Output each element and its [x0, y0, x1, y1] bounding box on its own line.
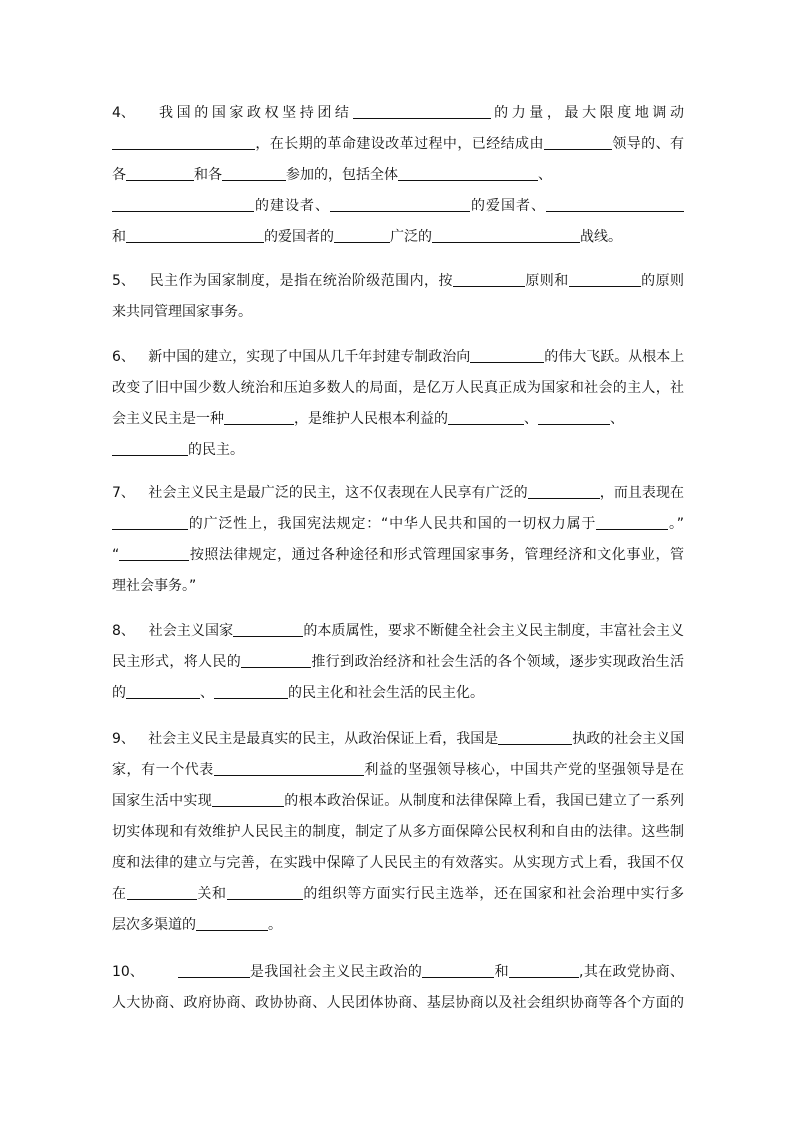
q9-text: 的根本政治保证。从制度和法律保障上看，我国已建立了一系列 — [284, 793, 684, 809]
answer-blank[interactable] — [178, 959, 250, 978]
q8-text: 的 — [112, 685, 126, 701]
answer-blank[interactable] — [127, 881, 197, 900]
q4-line-4 — [112, 191, 684, 222]
answer-blank[interactable] — [241, 649, 311, 668]
question-number: 9、 — [112, 731, 135, 747]
q6-line-4 — [112, 435, 684, 466]
q7-line-2 — [112, 509, 684, 540]
q6-text: 的民主。 — [188, 442, 244, 458]
answer-blank[interactable] — [119, 542, 189, 561]
q4-text: 、 — [538, 167, 552, 183]
q5-text: 民主作为国家制度，是指在统治阶级范围内，按 — [149, 273, 453, 289]
q6-line-1 — [112, 342, 684, 373]
q7-text: “ — [112, 547, 120, 563]
answer-blank[interactable] — [233, 618, 303, 637]
q9-text: 家，有一个代表 — [112, 762, 214, 778]
q8-text: 推行到政治经济和社会生活的各个领域，逐步实现政治生活 — [311, 654, 685, 670]
answer-blank[interactable] — [432, 224, 580, 243]
q9-text: 国家生活中实现 — [112, 793, 212, 809]
q4-text: 我国的国家政权坚持团结 — [159, 105, 353, 121]
q4-text: 和 — [112, 229, 126, 245]
question-10 — [112, 957, 684, 1019]
q4-text: 参加的，包括全体 — [286, 167, 398, 183]
question-number: 10、 — [112, 964, 144, 980]
q9-line-5 — [112, 848, 684, 879]
q9-text: 层次多渠道的 — [112, 917, 196, 933]
question-9 — [112, 724, 684, 941]
q9-text: 关和 — [196, 886, 227, 902]
q10-text: ,其在政党协商、 — [579, 964, 684, 980]
question-4 — [112, 98, 684, 253]
answer-blank[interactable] — [196, 912, 268, 931]
q4-line-1 — [112, 98, 684, 129]
q9-line-1 — [112, 724, 684, 755]
q10-line-2 — [112, 988, 684, 1019]
answer-blank[interactable] — [112, 511, 188, 530]
answer-blank[interactable] — [227, 881, 303, 900]
q9-text: 。 — [268, 917, 282, 933]
q10-text: 人大协商、政府协商、政协协商、人民团体协商、基层协商以及社会组织协商等各个方面的 — [112, 995, 684, 1011]
answer-blank[interactable] — [330, 193, 470, 212]
answer-blank[interactable] — [212, 788, 284, 807]
q7-line-1 — [112, 478, 684, 509]
q6-text: ，是维护人民根本利益的 — [294, 411, 448, 427]
q9-line-7 — [112, 910, 684, 941]
q7-line-4 — [112, 571, 684, 602]
q9-line-2 — [112, 755, 684, 786]
q9-line-6 — [112, 879, 684, 910]
question-5 — [112, 266, 684, 328]
q5-line-1 — [112, 266, 684, 297]
answer-blank[interactable] — [528, 480, 600, 499]
q7-text: 按照法律规定，通过各种途径和形式管理国家事务，管理经济和文化事业，管 — [189, 547, 684, 563]
q7-text: ，而且表现在 — [599, 485, 685, 501]
q5-text: 的原则 — [640, 273, 685, 289]
answer-blank[interactable] — [453, 268, 525, 287]
q6-text: 改变了旧中国少数人统治和压迫多数人的局面，是亿万人民真正成为国家和社会的主人，社 — [112, 380, 684, 396]
q4-text: 广泛的 — [390, 229, 432, 245]
q5-text: 来共同管理国家事务。 — [112, 304, 252, 320]
q6-text: 、 — [524, 411, 538, 427]
question-8 — [112, 616, 684, 709]
q6-line-2 — [112, 373, 684, 404]
answer-blank[interactable] — [509, 959, 579, 978]
q6-text: 的伟大飞跃。从根本上 — [544, 349, 685, 365]
q4-line-2 — [112, 129, 684, 160]
q4-text: 战线。 — [580, 229, 622, 245]
q8-text: 、 — [200, 685, 214, 701]
q4-line-5 — [112, 222, 684, 253]
q4-text: 的爱国者、 — [470, 198, 546, 214]
question-number: 5、 — [112, 273, 135, 289]
q4-text: 和各 — [194, 167, 222, 183]
answer-blank[interactable] — [126, 224, 264, 243]
q7-line-3 — [112, 540, 684, 571]
q4-text: 的建设者、 — [254, 198, 330, 214]
answer-blank[interactable] — [596, 511, 668, 530]
q6-text: 新中国的建立，实现了中国从几千年封建专制政治向 — [148, 349, 471, 365]
answer-blank[interactable] — [538, 406, 610, 425]
answer-blank[interactable] — [112, 131, 255, 150]
question-number: 8、 — [112, 623, 135, 639]
q4-text: 的爱国者的 — [264, 229, 334, 245]
q6-line-3 — [112, 404, 684, 435]
question-7 — [112, 478, 684, 602]
q8-text: 的民主化和社会生活的民主化。 — [288, 685, 484, 701]
q4-text: 领导的、有 — [611, 136, 685, 152]
answer-blank[interactable] — [422, 959, 494, 978]
q4-text: 各 — [112, 167, 126, 183]
q10-text: 是我国社会主义民主政治的 — [249, 964, 423, 980]
answer-blank[interactable] — [498, 726, 572, 745]
answer-blank[interactable] — [126, 680, 200, 699]
q6-text: 、 — [610, 411, 624, 427]
answer-blank[interactable] — [222, 162, 286, 181]
answer-blank[interactable] — [398, 162, 538, 181]
q4-text: ，在长期的革命建设改革过程中，已经结成由 — [255, 136, 544, 152]
q7-text: 理社会事务。” — [112, 578, 197, 594]
answer-blank[interactable] — [353, 100, 491, 119]
q8-line-1 — [112, 616, 684, 647]
answer-blank[interactable] — [214, 680, 288, 699]
question-number: 7、 — [112, 485, 135, 501]
q4-line-3 — [112, 160, 684, 191]
q6-text: 会主义民主是一种 — [112, 411, 224, 427]
q7-text: 。” — [668, 516, 684, 532]
q4-text: 的力量，最大限度地调动 — [490, 105, 685, 121]
answer-blank[interactable] — [224, 406, 294, 425]
q8-text: 的本质属性，要求不断健全社会主义民主制度，丰富社会主义 — [303, 623, 685, 639]
q8-line-2 — [112, 647, 684, 678]
q9-line-4 — [112, 817, 684, 848]
answer-blank[interactable] — [448, 406, 524, 425]
q5-line-2 — [112, 297, 684, 328]
q10-line-1 — [112, 957, 684, 988]
q9-text: 执政的社会主义国 — [572, 731, 685, 747]
q7-text: 社会主义民主是最广泛的民主，这不仅表现在人民享有广泛的 — [148, 485, 528, 501]
q9-line-3 — [112, 786, 684, 817]
answer-blank[interactable] — [214, 757, 364, 776]
answer-blank[interactable] — [544, 131, 612, 150]
question-number: 6、 — [112, 349, 135, 365]
q8-line-3 — [112, 678, 684, 709]
q9-text: 切实体现和有效维护人民民主的制度，制定了从多方面保障公民权利和自由的法律。这些制 — [112, 824, 684, 840]
answer-blank[interactable] — [569, 268, 641, 287]
q8-text: 民主形式，将人民的 — [112, 654, 242, 670]
question-number: 4、 — [112, 105, 135, 121]
q8-text: 社会主义国家 — [148, 623, 234, 639]
q9-text: 在 — [112, 886, 127, 902]
q9-text: 的组织等方面实行民主选举，还在国家和社会治理中实行多 — [302, 886, 685, 902]
q9-text: 度和法律的建立与完善，在实践中保障了人民民主的有效落实。从实现方式上看，我国不仅 — [112, 855, 684, 871]
answer-blank[interactable] — [470, 344, 544, 363]
q5-text: 原则和 — [524, 273, 569, 289]
q9-text: 利益的坚强领导核心，中国共产党的坚强领导是在 — [363, 762, 685, 778]
answer-blank[interactable] — [112, 193, 254, 212]
q9-text: 社会主义民主是最真实的民主，从政治保证上看，我国是 — [148, 731, 499, 747]
q10-text: 和 — [494, 964, 509, 980]
answer-blank[interactable] — [126, 162, 194, 181]
answer-blank[interactable] — [546, 193, 684, 212]
q7-text: 的广泛性上，我国宪法规定：“中华人民共和国的一切权力属于 — [188, 516, 597, 532]
question-6 — [112, 342, 684, 466]
answer-blank[interactable] — [112, 437, 188, 456]
answer-blank[interactable] — [334, 224, 390, 243]
